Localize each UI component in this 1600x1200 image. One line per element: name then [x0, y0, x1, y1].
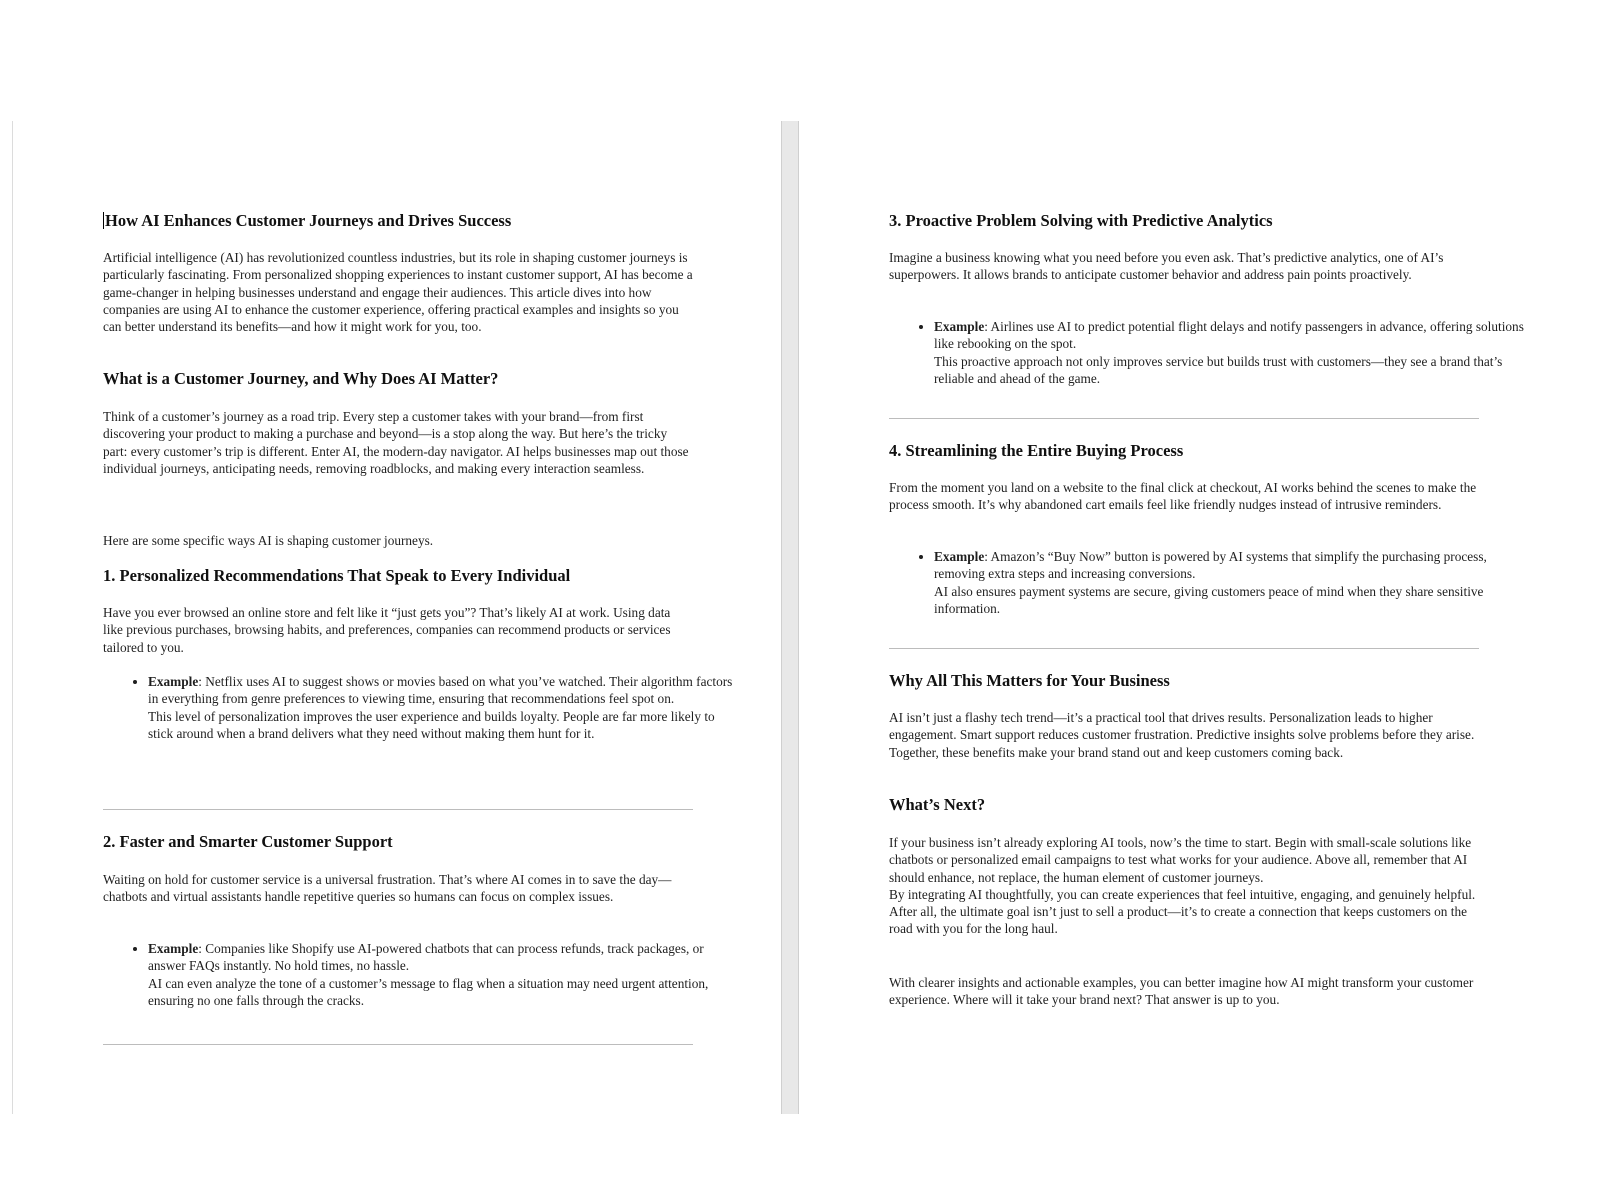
heading-what-is-customer-journey[interactable]: What is a Customer Journey, and Why Does AI Matter? — [103, 369, 499, 388]
whats-next-text-1: If your business isn’t already exploring AI tools, now’s the time to start. Begin with small-scale solutions like chatbots or personalized email campaigns to test what works for your audience. Above all, remember that AI should enhance, not replace, the human element of customer journeys. — [889, 835, 1472, 885]
example-text: : Companies like Shopify use AI-powered chatbots that can process refunds, track packages, or answer FAQs instantly. No hold times, no hassle. — [148, 941, 704, 974]
section-3-paragraph[interactable]: Imagine a business knowing what you need before you even ask. That’s predictive analytics, one of AI’s superpowers. It allows brands to anticipate customer behavior and address pain points proactively. — [889, 250, 1444, 283]
example-text: : Netflix uses AI to suggest shows or movies based on what you’ve watched. Their algorithm factors in everything from genre preferences to viewing time, ensuring that recommendations feel spot on. — [148, 674, 733, 707]
example-followup: AI can even analyze the tone of a customer’s message to flag when a situation may need urgent attention, ensuring no one falls through the cracks. — [148, 975, 709, 1008]
why-it-matters-paragraph[interactable]: AI isn’t just a flashy tech trend—it’s a practical tool that drives results. Personalization leads to higher engagement. Smart support reduces customer frustration. Predictive insights solve problems before they arise. Together, these benefits make your brand stand out and keep customers coming back. — [889, 710, 1475, 760]
section-4-example-list — [889, 548, 1524, 617]
section-divider — [889, 648, 1479, 649]
example-text: : Airlines use AI to predict potential flight delays and notify passengers in advance, offering solutions like rebooking on the spot. — [934, 319, 1524, 352]
text-cursor — [103, 212, 104, 229]
heading-section-3[interactable]: 3. Proactive Problem Solving with Predictive Analytics — [889, 211, 1273, 230]
left-page-edge — [12, 121, 13, 1114]
section-divider — [103, 809, 693, 810]
example-label: Example — [148, 941, 199, 956]
section-1-example-list — [103, 673, 738, 742]
document-title[interactable]: How AI Enhances Customer Journeys and Drives Success — [105, 211, 512, 230]
intro-paragraph[interactable]: Artificial intelligence (AI) has revolutionized countless industries, but its role in shaping customer journeys is particularly fascinating. From personalized shopping experiences to instant customer support, AI has become a game-changer in helping businesses understand and engage their audiences. This article dives into how companies are using AI to enhance the customer experience, offering practical examples and insights so you can better understand its benefits—and how it might work for you, too. — [103, 250, 693, 335]
ways-paragraph[interactable]: Here are some specific ways AI is shaping customer journeys. — [103, 533, 434, 548]
example-label: Example — [934, 319, 985, 334]
section-4-paragraph[interactable]: From the moment you land on a website to the final click at checkout, AI works behind the scenes to make the process smooth. It’s why abandoned cart emails feel like friendly nudges instead of intrusive reminders. — [889, 480, 1477, 513]
section-2-example-list — [103, 940, 738, 1009]
example-followup: This level of personalization improves the user experience and builds loyalty. People are far more likely to stick around when a brand delivers what they need without making them hunt for it. — [148, 708, 715, 741]
heading-whats-next[interactable]: What’s Next? — [889, 795, 986, 814]
page-gutter — [781, 121, 799, 1114]
example-followup: AI also ensures payment systems are secure, giving customers peace of mind when they share sensitive information. — [934, 583, 1484, 616]
section-divider — [103, 1044, 693, 1045]
closing-paragraph[interactable]: With clearer insights and actionable examples, you can better imagine how AI might transform your customer experience. Where will it take your brand next? That answer is up to you. — [889, 975, 1474, 1008]
customer-journey-paragraph[interactable]: Think of a customer’s journey as a road trip. Every step a customer takes with your brand—from first discovering your product to making a purchase and beyond—is a stop along the way. But here’s the tricky part: every customer’s trip is different. Enter AI, the modern-day navigator. AI helps businesses map out those individual journeys, anticipating needs, removing roadblocks, and making every interaction seamless. — [103, 409, 689, 476]
list-item[interactable] — [934, 318, 1524, 387]
example-label: Example — [148, 674, 199, 689]
example-followup: This proactive approach not only improves service but builds trust with customers—they see a brand that’s reliable and ahead of the game. — [934, 353, 1503, 386]
list-item[interactable] — [148, 673, 738, 742]
heading-why-it-matters[interactable]: Why All This Matters for Your Business — [889, 671, 1170, 690]
heading-section-4[interactable]: 4. Streamlining the Entire Buying Process — [889, 441, 1184, 460]
section-1-paragraph[interactable]: Have you ever browsed an online store and felt like it “just gets you”? That’s likely AI at work. Using data like previous purchases, browsing habits, and preferences, companies can recommend products or services tailored to you. — [103, 605, 671, 655]
heading-section-1[interactable]: 1. Personalized Recommendations That Speak to Every Individual — [103, 566, 571, 585]
example-text: : Amazon’s “Buy Now” button is powered by AI systems that simplify the purchasing process, removing extra steps and increasing conversions. — [934, 549, 1487, 582]
list-item[interactable] — [934, 548, 1524, 617]
whats-next-paragraph[interactable] — [889, 834, 1479, 938]
example-label: Example — [934, 549, 985, 564]
section-divider — [889, 418, 1479, 419]
whats-next-text-2: By integrating AI thoughtfully, you can create experiences that feel intuitive, engaging, and genuinely helpful. After all, the ultimate goal isn’t just to sell a product—it’s to create a connection that keeps customers on the road with you for the long haul. — [889, 886, 1476, 937]
list-item[interactable] — [148, 940, 738, 1009]
section-2-paragraph[interactable]: Waiting on hold for customer service is a universal frustration. That’s where AI comes in to save the day—chatbots and virtual assistants handle repetitive queries so humans can focus on complex issues. — [103, 872, 672, 905]
section-3-example-list — [889, 318, 1524, 387]
heading-section-2[interactable]: 2. Faster and Smarter Customer Support — [103, 832, 393, 851]
